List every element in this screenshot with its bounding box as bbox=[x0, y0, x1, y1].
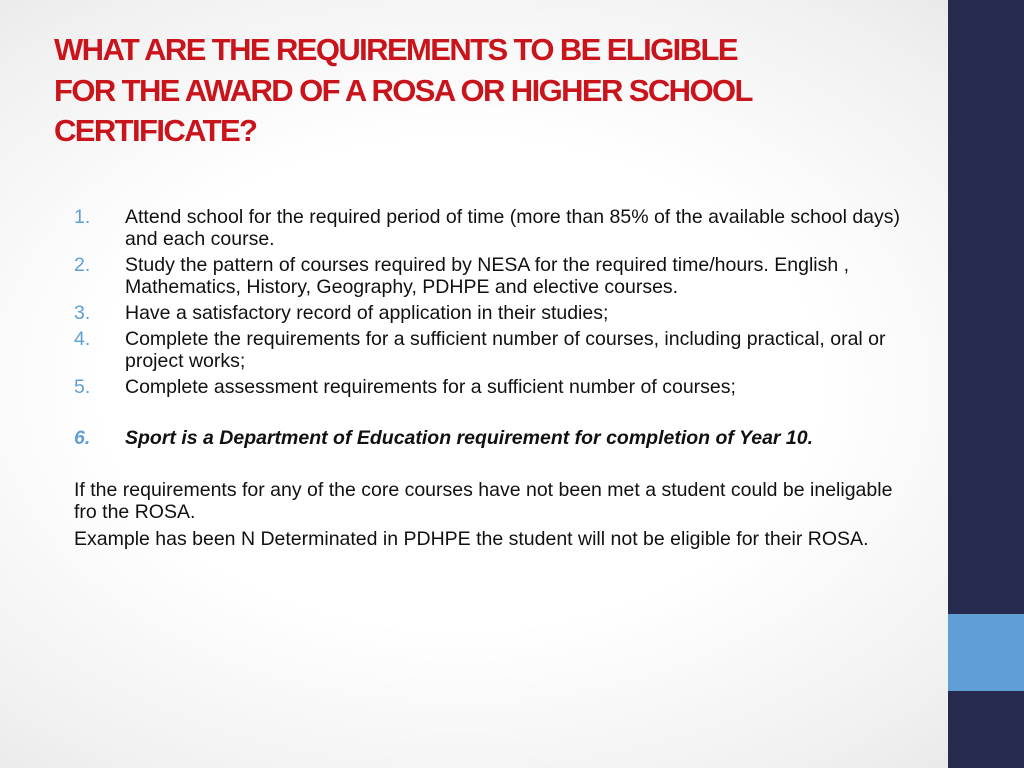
slide-body bbox=[74, 206, 904, 550]
requirements-list bbox=[74, 206, 904, 449]
list-item-number: 5. bbox=[74, 376, 91, 398]
title-line-3: CERTIFICATE? bbox=[54, 113, 257, 148]
list-item-text: Have a satisfactory record of application in their studies; bbox=[125, 302, 609, 324]
list-item bbox=[74, 206, 904, 250]
list-item-text: Attend school for the required period of time (more than 85% of the available school days) and each course. bbox=[125, 206, 901, 250]
side-accent bbox=[948, 614, 1024, 691]
slide-title bbox=[54, 30, 894, 152]
title-line-2: FOR THE AWARD OF A ROSA OR HIGHER SCHOOL bbox=[54, 72, 752, 108]
example-note: Example has been N Determinated in PDHPE the student will not be eligible for their ROSA. bbox=[74, 528, 869, 550]
list-item bbox=[74, 254, 904, 298]
title-line-1: WHAT ARE THE REQUIREMENTS TO BE ELIGIBLE bbox=[54, 32, 737, 67]
list-item-number: 2. bbox=[74, 254, 91, 276]
list-item-sport-requirement bbox=[74, 427, 904, 449]
list-item bbox=[74, 328, 904, 372]
eligibility-note: If the requirements for any of the core courses have not been met a student could be ineligable fro the ROSA. bbox=[74, 479, 893, 523]
list-item-text: Study the pattern of courses required by NESA for the required time/hours. English , Mathematics, History, Geography, PDHPE and elective courses. bbox=[125, 254, 850, 298]
list-item bbox=[74, 302, 904, 324]
list-item bbox=[74, 376, 904, 398]
list-item-number: 6. bbox=[74, 427, 91, 449]
list-item-number: 4. bbox=[74, 328, 91, 350]
list-item-number: 1. bbox=[74, 206, 91, 228]
list-item-number: 3. bbox=[74, 302, 91, 324]
list-item-text: Sport is a Department of Education requirement for completion of Year 10. bbox=[125, 427, 814, 449]
list-item-text: Complete the requirements for a sufficient number of courses, including practical, oral or project works; bbox=[125, 328, 886, 372]
list-item-text: Complete assessment requirements for a sufficient number of courses; bbox=[125, 376, 736, 398]
